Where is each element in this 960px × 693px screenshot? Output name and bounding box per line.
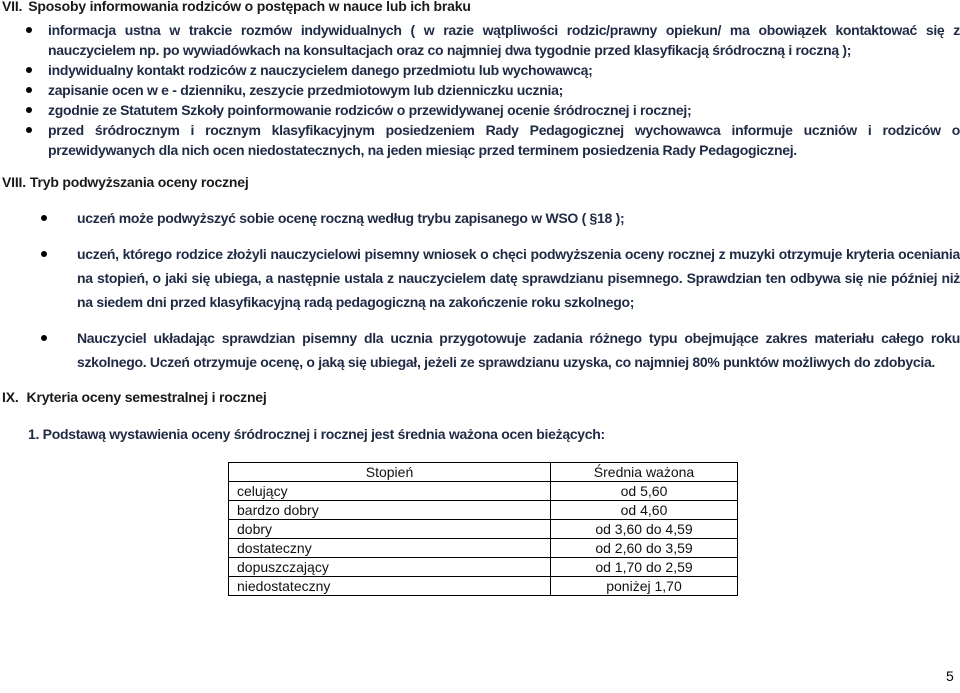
table-row: dobry od 3,60 do 4,59 xyxy=(229,520,738,539)
page-number: 5 xyxy=(946,668,954,684)
list-item: zapisanie ocen w e - dzienniku, zeszycie przedmiotowym lub dzienniczku ucznia; xyxy=(22,80,960,100)
section-8-heading xyxy=(2,174,249,190)
grades-table xyxy=(228,462,738,596)
bullet-icon xyxy=(41,215,47,221)
bullet-icon xyxy=(26,107,32,113)
section-8-title: Tryb podwyższania oceny rocznej xyxy=(29,174,249,190)
column-header-average: Średnia ważona xyxy=(551,463,738,482)
table-row: dopuszczający od 1,70 do 2,59 xyxy=(229,558,738,577)
bullet-icon xyxy=(26,67,32,73)
list-item: informacja ustna w trakcie rozmów indywidualnych ( w razie wątpliwości rodzic/prawny opiekun/ ma obowiązek kontaktować się z nauczycielem np. po wywiadówkach na konsultacjach oraz co najmniej dwa tygodnie przed klasyfikacją śródroczną i roczną ); xyxy=(22,20,960,60)
bullet-icon xyxy=(26,87,32,93)
section-8-number: VIII. xyxy=(2,174,26,190)
bullet-icon xyxy=(26,27,32,33)
section-7-heading xyxy=(2,0,471,14)
list-item: uczeń, którego rodzice złożyli nauczycielowi pisemny wniosek o chęci podwyższenia oceny rocznej z muzyki otrzymuje kryteria oceniania na stopień, o jaki się ubiega, a następnie ustala z nauczycielem datę sprawdzianu pisemnego. Sprawdzian ten odbywa się nie później niż na siedem dni przed klasyfikacyjną radą pedagogiczną na zakończenie roku szkolnego; xyxy=(37,242,960,314)
criteria-point-1: 1. Podstawą wystawienia oceny śródrocznej i rocznej jest średnia ważona ocen bieżących: xyxy=(28,426,605,442)
section-9-title: Kryteria oceny semestralnej i rocznej xyxy=(26,389,267,405)
section-7-title: Sposoby informowania rodziców o postępach w nauce lub ich braku xyxy=(28,0,471,14)
table-header-row xyxy=(229,463,738,482)
list-item: przed śródrocznym i rocznym klasyfikacyjnym posiedzeniem Rady Pedagogicznej wychowawca informuje uczniów i rodziców o przewidywanych dla nich ocen niedostatecznych, na jeden miesiąc przed terminem posiedzenia Rady Pedagogicznej. xyxy=(22,120,960,160)
bullet-icon xyxy=(41,251,47,257)
bullet-icon xyxy=(41,335,47,341)
section-9-heading xyxy=(2,389,267,405)
column-header-grade: Stopień xyxy=(229,463,551,482)
list-item: uczeń może podwyższyć sobie ocenę roczną według trybu zapisanego w WSO ( §18 ); xyxy=(37,206,960,230)
list-item: Nauczyciel układając sprawdzian pisemny dla ucznia przygotowuje zadania różnego typu obejmujące zakres materiału całego roku szkolnego. Uczeń otrzymuje ocenę, o jaką się ubiegał, jeżeli ze sprawdzianu uzyska, co najmniej 80% punktów możliwych do zdobycia. xyxy=(37,326,960,374)
bullet-icon xyxy=(26,127,32,133)
section-7-number: VII. xyxy=(2,0,23,14)
section-7-list xyxy=(22,20,960,160)
list-item: zgodnie ze Statutem Szkoły poinformowanie rodziców o przewidywanej ocenie śródrocznej i rocznej; xyxy=(22,100,960,120)
table-row: dostateczny od 2,60 do 3,59 xyxy=(229,539,738,558)
table-row: niedostateczny poniżej 1,70 xyxy=(229,577,738,596)
section-8-list xyxy=(37,206,960,374)
list-item: indywidualny kontakt rodziców z nauczycielem danego przedmiotu lub wychowawcą; xyxy=(22,60,960,80)
section-9-number: IX. xyxy=(2,389,19,405)
table-row: bardzo dobry od 4,60 xyxy=(229,501,738,520)
table-row: celujący od 5,60 xyxy=(229,482,738,501)
